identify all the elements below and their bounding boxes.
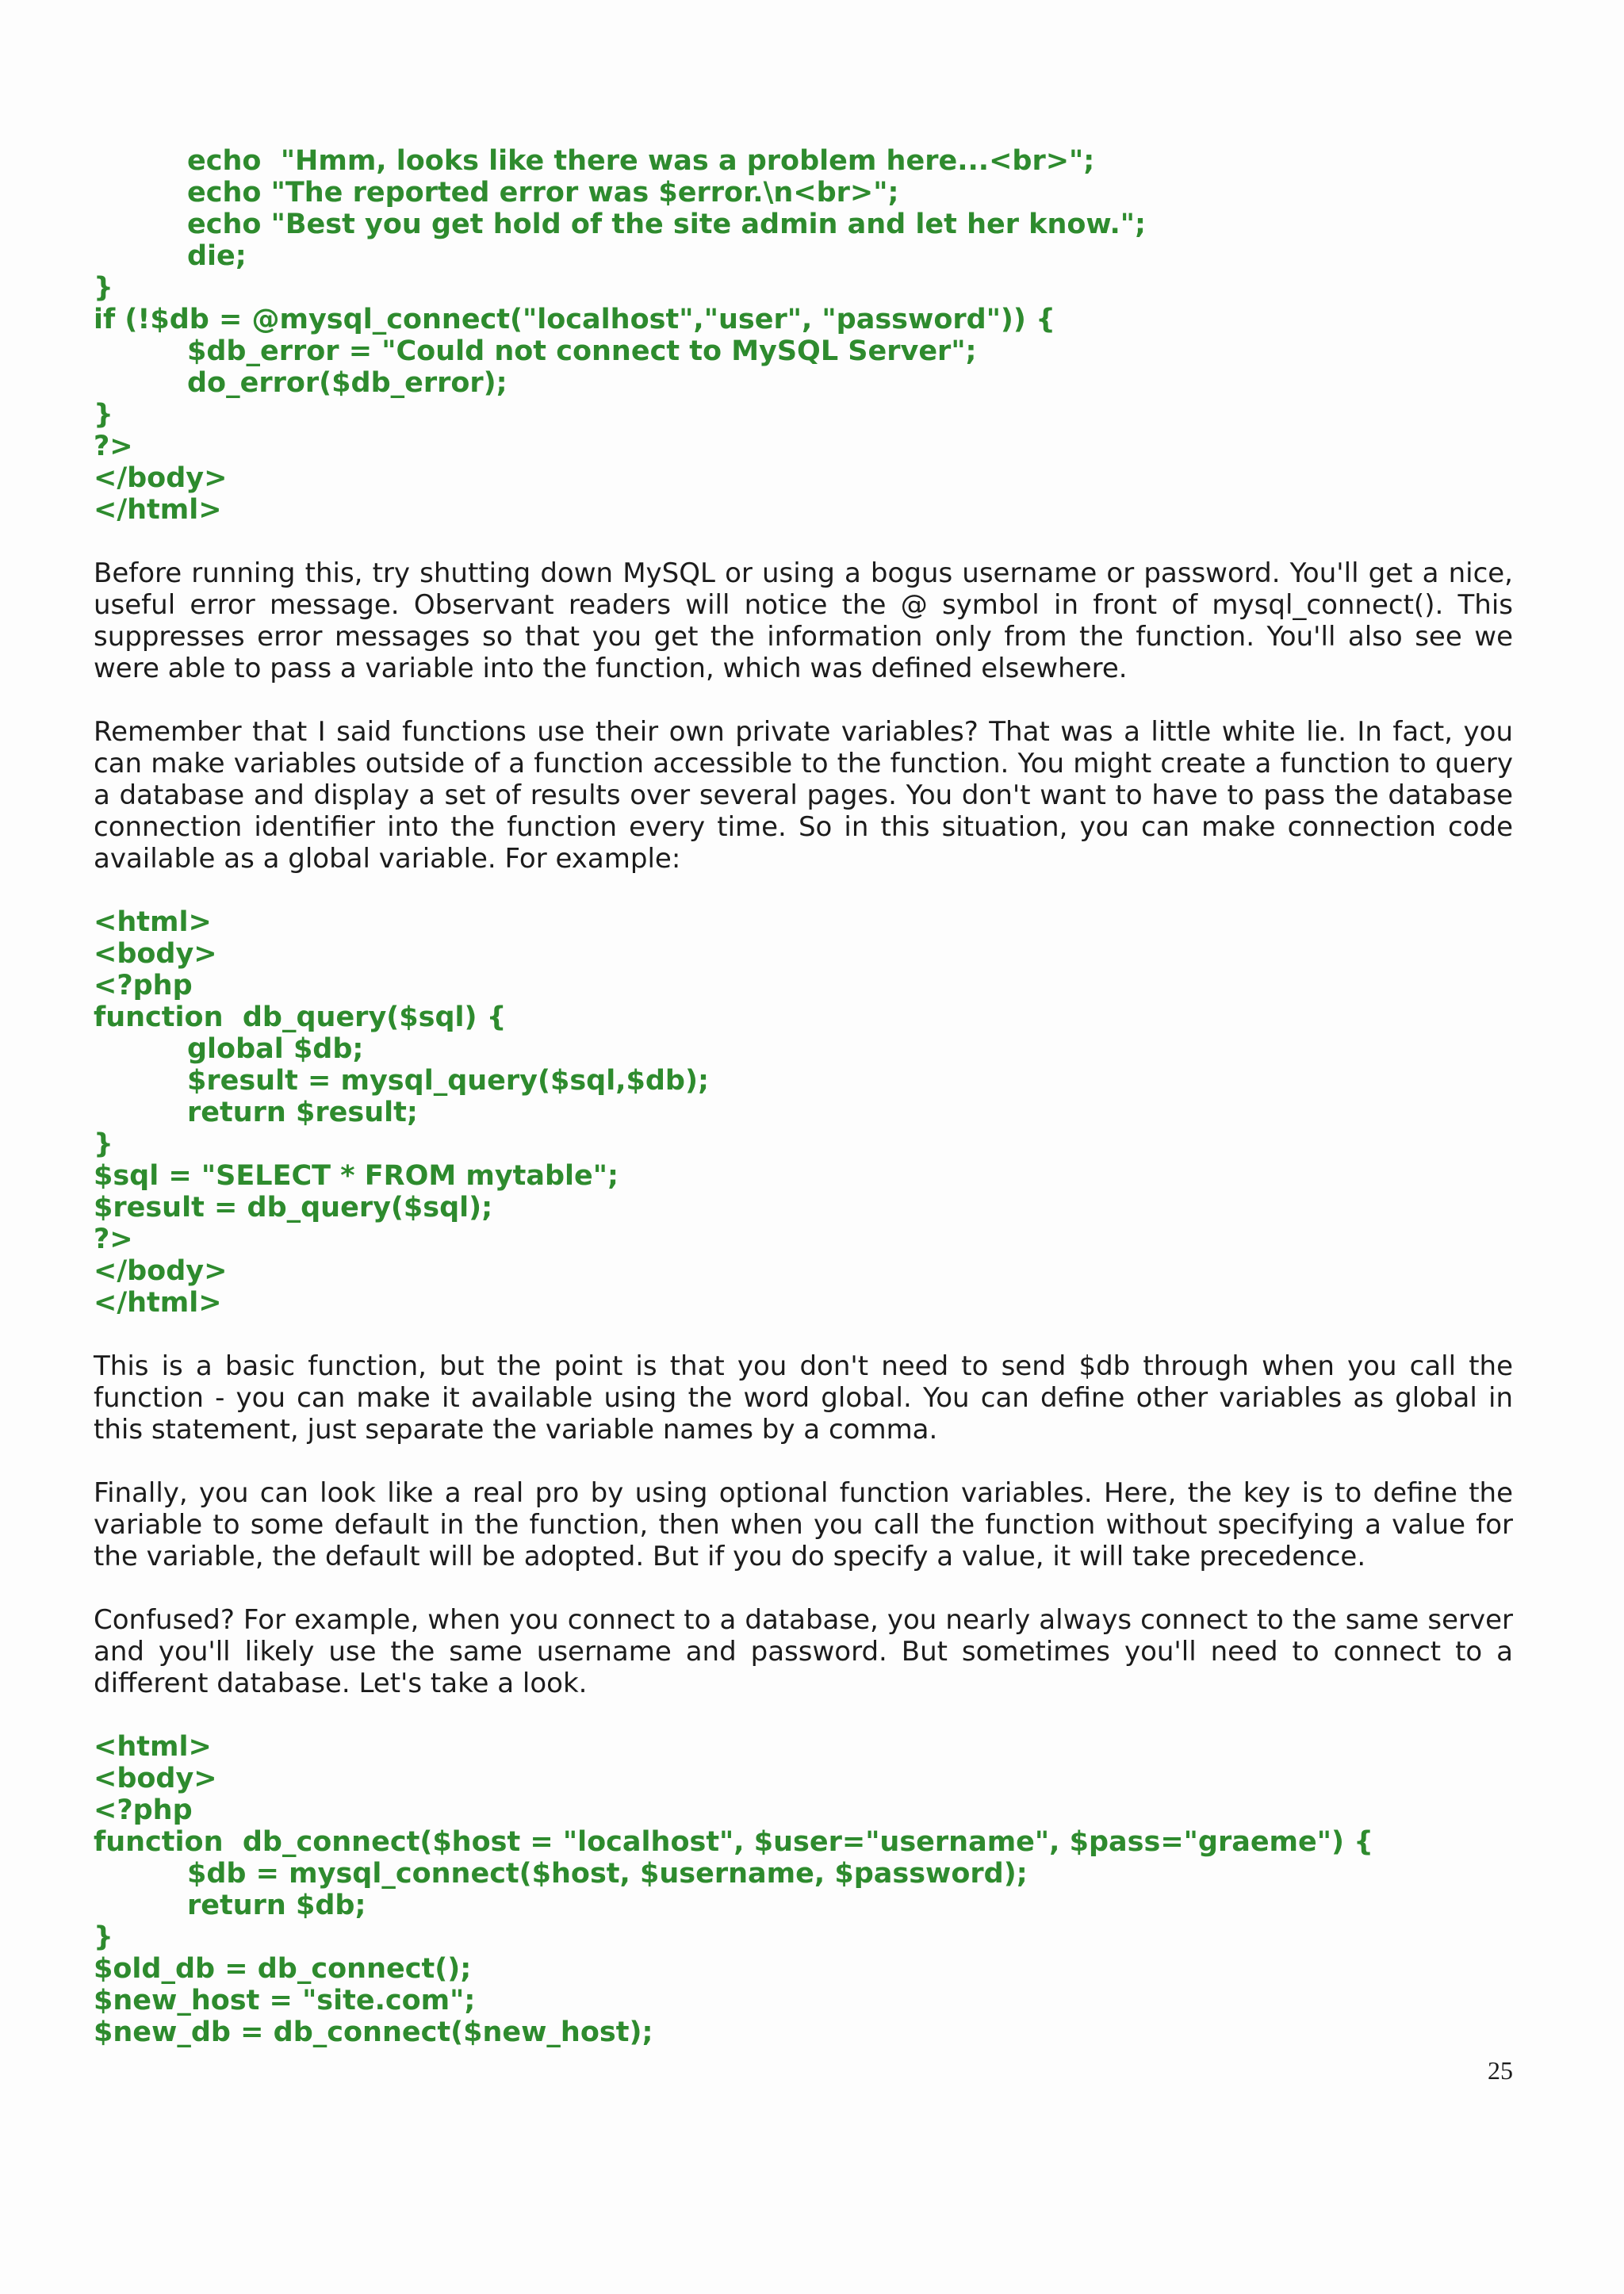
spacer — [94, 1699, 1513, 1731]
paragraph-confused: Confused? For example, when you connect to a database, you nearly always connect to the same server and you'll likely use the same username and password. But sometimes you'll need to connect to a different database. Let's take a look. — [94, 1604, 1513, 1699]
paragraph-optional-variables: Finally, you can look like a real pro by using optional function variables. Here, the key is to define the variable to some default in the function, then when you call the function without specifying a value for the variable, the default will be adopted. But if you do specify a value, it will take precedence. — [94, 1477, 1513, 1572]
code-line: } — [94, 1128, 113, 1160]
code-line: echo "Hmm, looks like there was a problem here...<br>"; — [187, 145, 1095, 177]
code-line: <body> — [94, 938, 217, 970]
code-line: $sql = "SELECT * FROM mytable"; — [94, 1160, 619, 1192]
spacer — [94, 526, 1513, 557]
code-line: $new_db = db_connect($new_host); — [94, 2016, 653, 2048]
code-line: <body> — [94, 1763, 217, 1794]
code-line: return $db; — [187, 1890, 366, 1921]
code-line: $new_host = "site.com"; — [94, 1985, 476, 2016]
code-line: </body> — [94, 462, 228, 494]
code-line: do_error($db_error); — [187, 367, 508, 399]
code-line: echo "The reported error was $error.\n<br>"; — [187, 177, 899, 209]
code-line: <?php — [94, 1794, 193, 1826]
code-line: function db_query($sql) { — [94, 1001, 507, 1033]
spacer — [94, 875, 1513, 906]
code-line: ?> — [94, 1224, 133, 1255]
code-line: } — [94, 1921, 113, 1953]
code-line: } — [94, 399, 113, 431]
code-line: ?> — [94, 431, 133, 462]
code-line: $result = db_query($sql); — [94, 1192, 493, 1224]
page-number: 25 — [1488, 2056, 1513, 2085]
code-line: function db_connect($host = "localhost", $user="username", $pass="graeme") { — [94, 1826, 1374, 1858]
code-line: global $db; — [187, 1033, 364, 1065]
paragraph-global-variables: Remember that I said functions use their own private variables? That was a little white lie. In fact, you can make variables outside of a function accessible to the function. You might create a function to query a database and display a set of results over several pages. You don't want to have to pass the database connection identifier into the function every time. So in this situation, you can make connection code available as a global variable. For example: — [94, 716, 1513, 875]
spacer — [94, 684, 1513, 716]
code-block-error-handler — [94, 145, 1513, 526]
code-line: <html> — [94, 1731, 212, 1763]
code-line: </body> — [94, 1255, 228, 1287]
paragraph-basic-function: This is a basic function, but the point is that you don't need to send $db through when you call the function - you can make it available using the word global. You can define other variables as global in this statement, just separate the variable names by a comma. — [94, 1350, 1513, 1446]
code-line: return $result; — [187, 1097, 418, 1128]
code-line: $db = mysql_connect($host, $username, $password); — [187, 1858, 1028, 1890]
code-line: <html> — [94, 906, 212, 938]
code-block-db-connect — [94, 1731, 1513, 2048]
code-line: echo "Best you get hold of the site admin and let her know."; — [187, 209, 1147, 240]
code-line: die; — [187, 240, 247, 272]
code-line: } — [94, 272, 113, 304]
spacer — [94, 1572, 1513, 1604]
code-line: $old_db = db_connect(); — [94, 1953, 472, 1985]
code-line: if (!$db = @mysql_connect("localhost","user", "password")) { — [94, 304, 1056, 335]
code-line: <?php — [94, 970, 193, 1001]
page-content — [94, 145, 1513, 2048]
code-line: </html> — [94, 494, 222, 526]
code-line: </html> — [94, 1287, 222, 1319]
paragraph-error-message: Before running this, try shutting down MySQL or using a bogus username or password. You'll get a nice, useful error message. Observant readers will notice the @ symbol in front of mysql_connect(). This suppresses error messages so that you get the information only from the function. You'll also see we were able to pass a variable into the function, which was defined elsewhere. — [94, 557, 1513, 684]
spacer — [94, 1319, 1513, 1350]
code-block-db-query — [94, 906, 1513, 1319]
code-line: $db_error = "Could not connect to MySQL Server"; — [187, 335, 977, 367]
code-line: $result = mysql_query($sql,$db); — [187, 1065, 709, 1097]
spacer — [94, 1446, 1513, 1477]
